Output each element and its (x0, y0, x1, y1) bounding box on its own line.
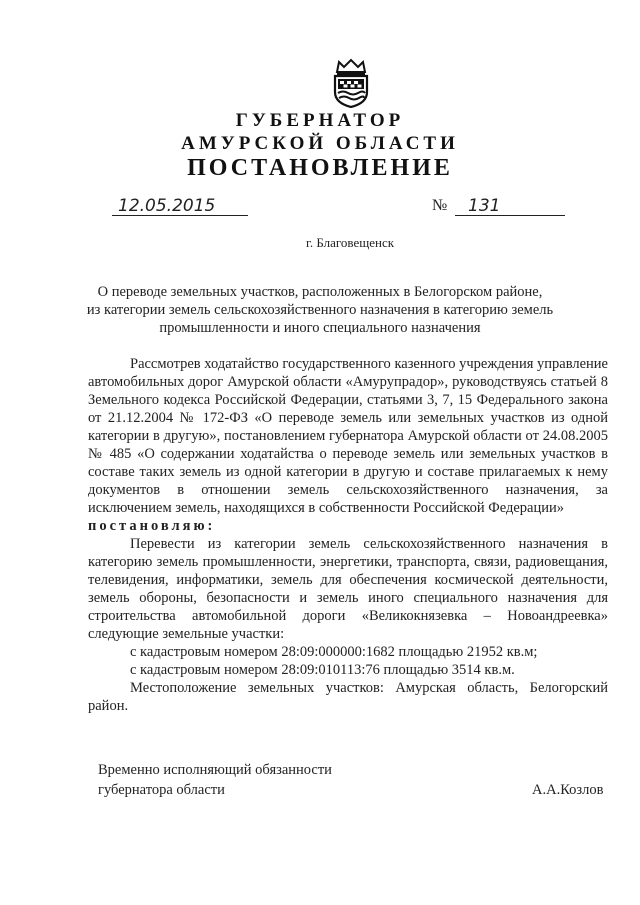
land-plot-item: с кадастровым номером 28:09:000000:1682 площадью 21952 кв.м; (130, 644, 538, 660)
decree-subject-line: из категории земель сельскохозяйственного назначения в категорию земель (86, 302, 554, 318)
signatory-position-line: Временно исполняющий обязанности (98, 762, 332, 778)
land-plot-item: с кадастровым номером 28:09:010113:76 площадью 3514 кв.м. (130, 662, 515, 678)
decree-subject-line: О переводе земельных участков, расположенных в Белогорском районе, (97, 284, 543, 300)
document-number: 131 (468, 196, 501, 216)
signatory-name: А.А.Козлов (532, 782, 604, 798)
document-body (88, 355, 608, 715)
coat-of-arms-icon (329, 58, 373, 108)
decree-subject-line: промышленности и иного специального назначения (159, 320, 481, 336)
authority-title-line1: ГУБЕРНАТОР (235, 110, 405, 131)
signatory-position (98, 760, 332, 800)
decree-word: постановляю: (88, 518, 216, 534)
number-label: № (432, 197, 448, 214)
signatory-position-line: губернатора области (98, 782, 225, 798)
resolution-paragraph: Перевести из категории земель сельскохозяйственного назначения в категорию земель промышленности, энергетики, транспорта, связи, радиовещания, телевидения, информатики, земель для обеспечения космической деятельности, земель обороны, безопасности и земель иного специального назначения для строительства автомобильной дороги «Великокнязевка – Новоандреевка» следующие земельные участки: (88, 536, 608, 642)
city-label: г. Благовещенск (305, 235, 395, 250)
location-paragraph: Местоположение земельных участков: Амурская область, Белогорский район. (88, 680, 608, 714)
date-underline (112, 215, 248, 216)
authority-title-line2: АМУРСКОЙ ОБЛАСТИ (181, 133, 459, 154)
document-date: 12.05.2015 (118, 196, 216, 216)
preamble-paragraph: Рассмотрев ходатайство государственного казенного учреждения управление автомобильных дорог Амурской области «Амурупрадор», руководствуясь статьей 8 Земельного кодекса Российской Федерации, статьями 3, 7, 15 Федерального закона от 21.12.2004 № 172-ФЗ «О переводе земель или земельных участков из одной категории в другую», постановлением губернатора Амурской области от 24.08.2005 № 485 «О содержании ходатайства о переводе земель или земельных участков в составе таких земель из одной категории в другую и составе прилагаемых к нему документов в отношении земель сельскохозяйственного назначения, за исключением земель, находящихся в собственности Российской Федерации» (88, 356, 608, 516)
decree-subject (0, 283, 640, 337)
document-type-title: ПОСТАНОВЛЕНИЕ (187, 155, 453, 181)
number-underline (455, 215, 565, 216)
